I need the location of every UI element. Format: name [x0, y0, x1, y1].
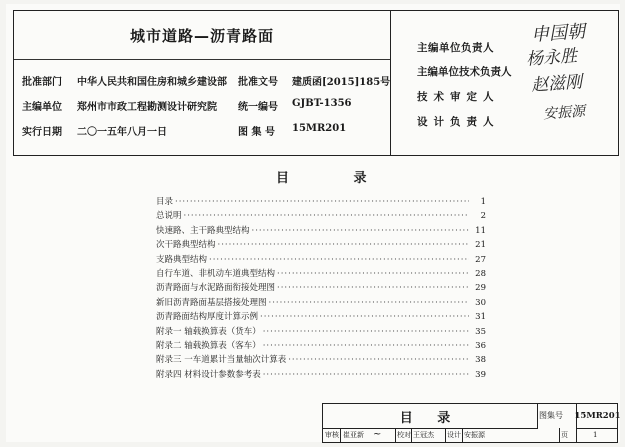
toc-leader-dots [277, 281, 469, 295]
divider [576, 428, 577, 442]
design-label: 设计 [447, 431, 461, 439]
designer-name: 安振源 [464, 431, 485, 439]
reviewer-signature: ~ [373, 429, 382, 440]
toc-item-page: 38 [475, 355, 486, 366]
page-label: 页 [561, 431, 568, 439]
effective-date: 二〇一五年八月一日 [77, 127, 167, 138]
page-number: 1 [593, 431, 598, 439]
signature-tech-head: 杨永胜 [525, 46, 578, 70]
toc-item[interactable] [156, 339, 486, 353]
toc-item-page: 36 [475, 340, 486, 351]
signature-reviewer: 赵滋刚 [530, 72, 583, 96]
toc-item-page: 27 [475, 254, 486, 265]
toc-item[interactable] [156, 267, 486, 281]
toc-item-title: 附录二 轴载换算表（客车） [156, 340, 261, 351]
role-reviewer: 技术审定人 [417, 91, 500, 103]
toc-leader-dots [277, 267, 469, 281]
toc-item[interactable] [156, 353, 486, 367]
toc-item-page: 1 [480, 197, 486, 207]
approval-dept: 中华人民共和国住房和城乡建设部 [77, 77, 227, 88]
meta-row-unit [14, 93, 390, 117]
toc-item-title: 新旧沥青路面基层搭接处理图 [156, 297, 267, 308]
toc-item-page: 39 [475, 369, 486, 380]
effective-date-label: 实行日期 [22, 127, 62, 138]
approval-doc: 建质函[2015]185号 [292, 77, 391, 88]
toc-item-title: 附录三 一车道累计当量轴次计算表 [156, 355, 287, 366]
title-block [322, 403, 621, 443]
toc-item[interactable] [156, 296, 486, 310]
toc-item[interactable] [156, 195, 486, 209]
toc-leader-dots [263, 339, 469, 353]
toc-leader-dots [269, 296, 469, 310]
toc-item[interactable] [156, 325, 486, 339]
toc-leader-dots [175, 195, 469, 209]
toc-item-page: 35 [475, 326, 486, 337]
divider [411, 428, 412, 442]
toc-item-title: 自行车道、非机动车道典型结构 [156, 268, 276, 279]
toc-leader-dots [209, 253, 469, 267]
signature-designer: 安振源 [542, 103, 586, 123]
toc-leader-dots [184, 209, 469, 223]
toc-item-title: 次干路典型结构 [156, 240, 216, 251]
approval-doc-label: 批准文号 [238, 77, 278, 88]
toc-item-page: 11 [475, 225, 486, 236]
divider [445, 428, 446, 442]
header-panel [13, 10, 619, 156]
unified-no: GJBT-1356 [292, 98, 352, 109]
title-block-atlas-label: 图集号 [539, 411, 563, 420]
toc-item-page: 31 [475, 312, 486, 323]
atlas-title: 城市道路—沥青路面 [14, 11, 390, 60]
toc-leader-dots [288, 353, 469, 367]
toc-leader-dots [260, 310, 469, 324]
meta-row-approval [14, 68, 390, 92]
role-designer: 设计负责人 [417, 116, 500, 128]
divider [462, 428, 463, 442]
toc-item[interactable] [156, 281, 486, 295]
drawing-sheet [6, 4, 620, 442]
toc-item[interactable] [156, 238, 486, 252]
toc-heading: 目 录 [276, 171, 397, 186]
toc-leader-dots [263, 368, 469, 382]
atlas-no: 15MR201 [292, 123, 347, 134]
review-label: 审核 [325, 431, 339, 439]
divider [340, 428, 341, 442]
toc-item-title: 附录四 材料设计参数参考表 [156, 369, 261, 380]
title-block-atlas-no: 15MR201 [576, 404, 618, 429]
checker-name: 王冠杰 [413, 431, 434, 439]
toc-leader-dots [263, 325, 469, 339]
toc-item-title: 快速路、主干路典型结构 [156, 225, 250, 236]
signature-unit-head: 申国朝 [530, 21, 586, 46]
toc-item-title: 目录 [156, 197, 174, 207]
divider [395, 428, 396, 442]
toc-item[interactable] [156, 368, 486, 382]
meta-row-date [14, 118, 390, 142]
toc-item[interactable] [156, 253, 486, 267]
toc-item-title: 沥青路面与水泥路面衔接处理图 [156, 283, 276, 294]
header-info [14, 11, 391, 155]
toc-item-title: 沥青路面结构厚度计算示例 [156, 312, 259, 323]
check-label: 校对 [397, 431, 411, 439]
toc-leader-dots [252, 224, 469, 238]
toc-item-page: 29 [475, 283, 486, 294]
responsible-persons [391, 11, 619, 155]
role-unit-head: 主编单位负责人 [417, 42, 494, 54]
reviewer-name: 崔亚新 [343, 431, 364, 439]
unified-no-label: 统一编号 [238, 102, 278, 113]
title-block-title: 目 录 [323, 404, 538, 429]
toc-item[interactable] [156, 224, 486, 238]
toc-leader-dots [218, 238, 469, 252]
toc-list [156, 195, 486, 382]
approval-dept-label: 批准部门 [22, 77, 62, 88]
toc-item-page: 2 [480, 211, 486, 222]
toc-item-page: 28 [475, 268, 486, 279]
toc-item-page: 30 [475, 297, 486, 308]
toc-item[interactable] [156, 310, 486, 324]
toc-item-title: 支路典型结构 [156, 254, 208, 265]
title-block-signoff-row [323, 428, 617, 442]
toc-item-title: 总说明 [156, 211, 182, 222]
atlas-no-label: 图 集 号 [238, 127, 275, 138]
toc-item[interactable] [156, 209, 486, 223]
divider [559, 428, 560, 442]
chief-unit-label: 主编单位 [22, 102, 62, 113]
chief-unit: 郑州市市政工程勘测设计研究院 [77, 102, 217, 113]
toc-item-title: 附录一 轴载换算表（货车） [156, 326, 261, 337]
role-tech-head: 主编单位技术负责人 [417, 66, 512, 78]
toc-item-page: 21 [475, 240, 486, 251]
